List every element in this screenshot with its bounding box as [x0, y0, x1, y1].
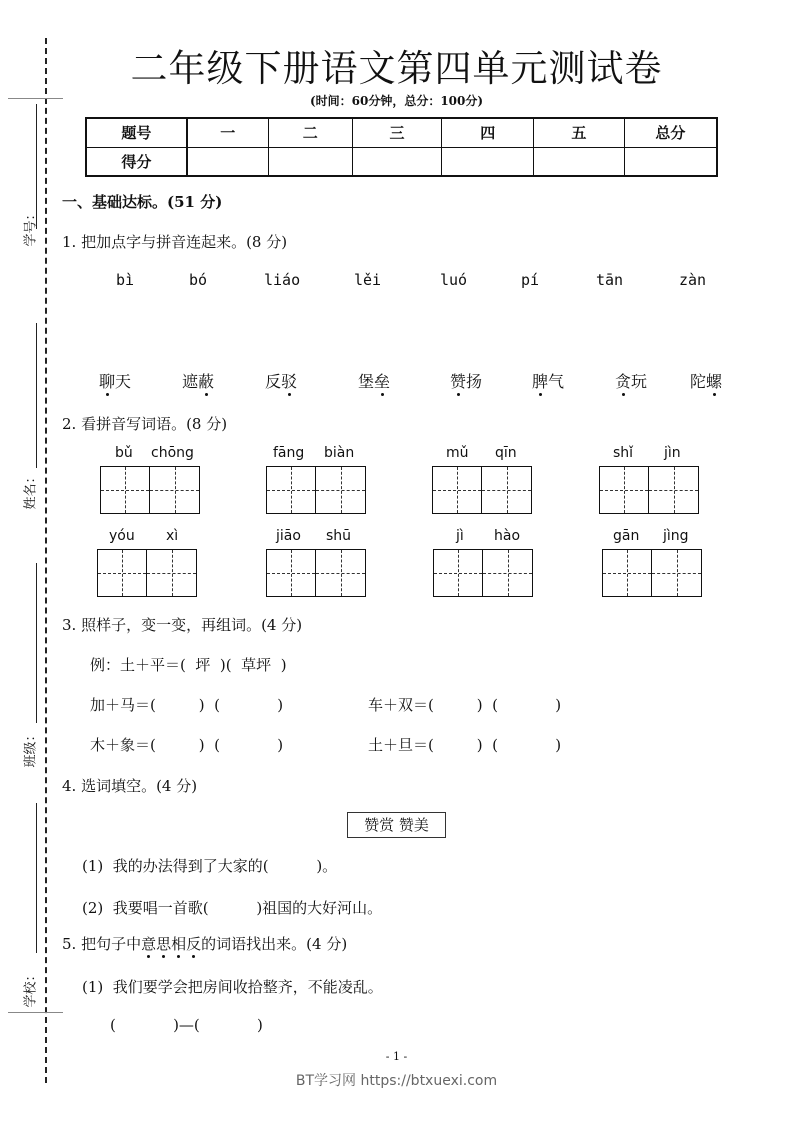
page-number: - 1 -	[385, 1050, 408, 1063]
writing-grid[interactable]	[602, 549, 702, 597]
binding-dashed-line	[45, 38, 47, 1083]
grid-pinyin: hào	[494, 528, 521, 544]
writing-grid[interactable]	[599, 466, 699, 514]
grid-pinyin: shǐ	[613, 445, 634, 461]
grid-pinyin: gān	[613, 528, 640, 544]
question-5-prompt: 5. 把句子中意思相反的词语找出来。(4 分)	[62, 935, 348, 953]
name-line[interactable]	[36, 323, 37, 468]
watermark: BT学习网 https://btxuexi.com	[295, 1073, 498, 1089]
question-3-prompt: 3. 照样子，变一变，再组词。(4 分)	[62, 616, 303, 634]
header-cell: 总分	[624, 118, 717, 147]
header-cell: 二	[268, 118, 352, 147]
score-cell[interactable]	[187, 147, 269, 176]
header-cell: 题号	[86, 118, 187, 147]
writing-grid[interactable]	[100, 466, 200, 514]
grid-pinyin: shū	[326, 528, 352, 544]
dotted-char: 螺	[706, 369, 722, 392]
grid-pinyin: chōng	[151, 445, 194, 461]
sentence-item: (1) 我们要学会把房间收拾整齐，不能凌乱。	[82, 978, 383, 996]
dotted-char: 驳	[281, 369, 297, 392]
pinyin-option[interactable]: pí	[521, 271, 540, 289]
word-option[interactable]: 脾气	[532, 369, 564, 392]
header-cell: 三	[352, 118, 442, 147]
grid-pinyin: mǔ	[446, 445, 469, 461]
word-option[interactable]: 陀螺	[690, 369, 722, 392]
grid-pinyin: bǔ	[115, 445, 133, 461]
school-label: 学校：	[23, 968, 39, 1008]
pinyin-option[interactable]: bì	[116, 271, 135, 289]
fill-blank-item[interactable]: 木＋象＝( ) ( )	[90, 736, 284, 754]
pinyin-option[interactable]: zàn	[679, 271, 707, 289]
class-label: 班级：	[23, 728, 39, 768]
grid-pinyin: jiāo	[276, 528, 301, 544]
score-cell[interactable]	[352, 147, 442, 176]
header-cell: 四	[442, 118, 534, 147]
dotted-char: 贪	[615, 369, 631, 392]
word-option[interactable]: 堡垒	[358, 369, 390, 392]
dotted-char: 赞	[450, 369, 466, 392]
score-table-header-row	[86, 118, 717, 147]
writing-grid[interactable]	[266, 466, 366, 514]
name-label: 姓名：	[23, 470, 39, 510]
example-line: 例：土＋平＝( 坪 )( 草坪 )	[90, 656, 287, 674]
student-id-label: 学号：	[23, 207, 39, 247]
dotted-char: 聊	[99, 369, 115, 392]
pinyin-option[interactable]: lěi	[354, 271, 382, 289]
writing-grid[interactable]	[97, 549, 197, 597]
word-option[interactable]: 赞扬	[450, 369, 482, 392]
grid-pinyin: jìng	[663, 528, 689, 544]
word-option[interactable]: 反驳	[265, 369, 297, 392]
school-line[interactable]	[36, 803, 37, 953]
question-1-prompt: 1. 把加点字与拼音连起来。(8 分)	[62, 233, 288, 251]
fill-blank-item[interactable]: 土＋旦＝( ) ( )	[368, 736, 562, 754]
grid-pinyin: jì	[456, 528, 464, 544]
section-heading: 一、基础达标。(51 分)	[62, 193, 223, 211]
score-row-label: 得分	[86, 147, 187, 176]
word-option[interactable]: 遮蔽	[182, 369, 214, 392]
fill-blank-item[interactable]: (2) 我要唱一首歌( )祖国的大好河山。	[82, 899, 383, 917]
grid-pinyin: biàn	[324, 445, 355, 461]
grid-pinyin: fāng	[273, 445, 305, 461]
dotted-char: 垒	[374, 369, 390, 392]
dotted-char: 脾	[532, 369, 548, 392]
page-title: 二年级下册语文第四单元测试卷	[130, 47, 663, 90]
writing-grid[interactable]	[266, 549, 366, 597]
writing-grid[interactable]	[433, 549, 533, 597]
margin-tick-bottom	[8, 1012, 63, 1013]
word-option[interactable]: 贪玩	[615, 369, 647, 392]
grid-pinyin: jìn	[664, 445, 681, 461]
dotted-char: 蔽	[198, 369, 214, 392]
fill-blank-item[interactable]: 加＋马＝( ) ( )	[90, 696, 284, 714]
fill-blank-item[interactable]: 车＋双＝( ) ( )	[368, 696, 562, 714]
writing-grid[interactable]	[432, 466, 532, 514]
score-table	[85, 117, 718, 177]
pinyin-option[interactable]: liáo	[264, 271, 301, 289]
antonym-answer-blanks[interactable]: ( )—( )	[110, 1016, 263, 1034]
score-table-score-row	[86, 147, 717, 176]
fill-blank-item[interactable]: (1) 我的办法得到了大家的( )。	[82, 857, 338, 875]
grid-pinyin: qīn	[495, 445, 517, 461]
header-cell: 五	[534, 118, 625, 147]
grid-pinyin: xì	[166, 528, 179, 544]
exam-info: (时间：60分钟，总分：100分)	[309, 94, 484, 108]
word-option[interactable]: 聊天	[99, 369, 131, 392]
question-4-prompt: 4. 选词填空。(4 分)	[62, 777, 198, 795]
pinyin-option[interactable]: bó	[189, 271, 208, 289]
word-choice-box: 赞赏 赞美	[347, 812, 446, 838]
class-line[interactable]	[36, 563, 37, 723]
grid-pinyin: yóu	[109, 528, 135, 544]
score-cell[interactable]	[268, 147, 352, 176]
header-cell: 一	[187, 118, 269, 147]
score-cell[interactable]	[624, 147, 717, 176]
question-2-prompt: 2. 看拼音写词语。(8 分)	[62, 415, 228, 433]
pinyin-option[interactable]: tān	[596, 271, 624, 289]
score-cell[interactable]	[534, 147, 625, 176]
score-cell[interactable]	[442, 147, 534, 176]
pinyin-option[interactable]: luó	[440, 271, 468, 289]
